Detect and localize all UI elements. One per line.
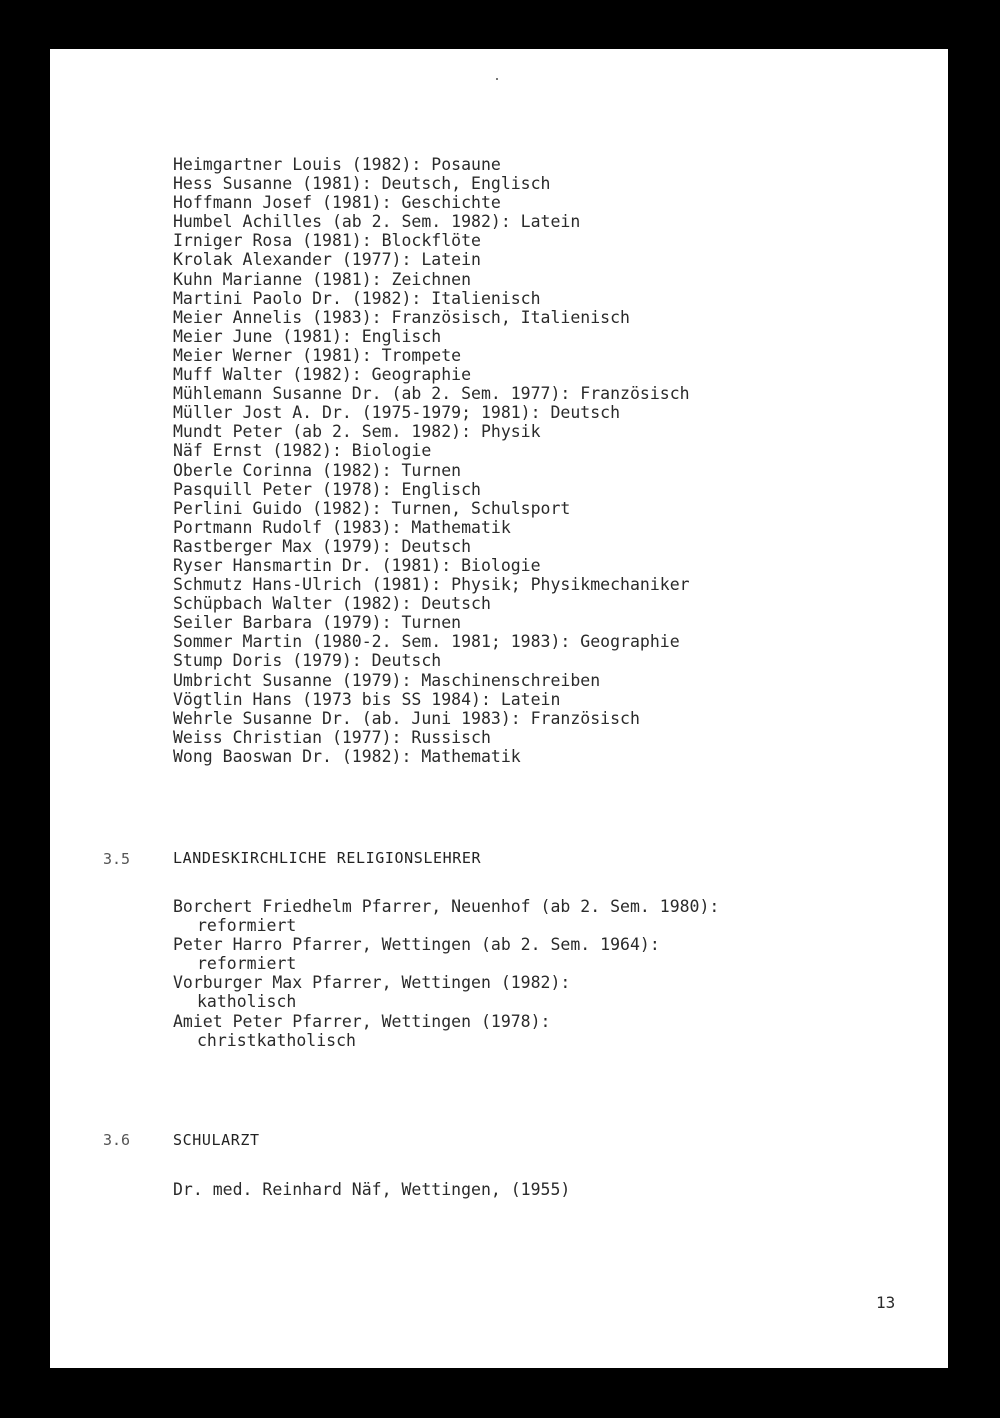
list-item: Meier June (1981): Englisch (173, 326, 442, 346)
list-item: Hess Susanne (1981): Deutsch, Englisch (173, 174, 551, 194)
list-item: Muff Walter (1982): Geographie (173, 365, 472, 385)
list-item: Pasquill Peter (1978): Englisch (173, 479, 481, 499)
document-page (50, 49, 948, 1368)
list-item (173, 1012, 719, 1050)
school-doctor-entry: Dr. med. Reinhard Näf, Wettingen, (1955) (173, 1180, 571, 1199)
list-item: Schmutz Hans-Ulrich (1981): Physik; Physikmechaniker (173, 575, 690, 595)
list-item: Weiss Christian (1977): Russisch (173, 727, 491, 747)
section-number-religion: 3.5 (103, 850, 131, 868)
list-item: Ryser Hansmartin Dr. (1981): Biologie (173, 555, 541, 575)
section-number-doctor: 3.6 (103, 1131, 131, 1149)
list-item: Heimgartner Louis (1982): Posaune (173, 155, 501, 174)
list-item: Mundt Peter (ab 2. Sem. 1982): Physik (173, 422, 541, 442)
list-item: Perlini Guido (1982): Turnen, Schulsport (173, 498, 571, 518)
list-item: Martini Paolo Dr. (1982): Italienisch (173, 288, 541, 308)
section-heading-doctor: SCHULARZT (173, 1131, 260, 1149)
list-item: Näf Ernst (1982): Biologie (173, 441, 432, 461)
list-item: Schüpbach Walter (1982): Deutsch (173, 594, 491, 614)
list-item: Mühlemann Susanne Dr. (ab 2. Sem. 1977): Französisch (173, 384, 690, 404)
speck (496, 78, 498, 80)
list-item: Meier Werner (1981): Trompete (173, 345, 462, 365)
list-item: Oberle Corinna (1982): Turnen (173, 460, 462, 480)
list-item: Humbel Achilles (ab 2. Sem. 1982): Latein (173, 212, 581, 232)
clergy-denomination: reformiert (197, 954, 297, 974)
list-item (173, 935, 719, 973)
list-item: Meier Annelis (1983): Französisch, Italienisch (173, 307, 630, 327)
section-heading-religion: LANDESKIRCHLICHE RELIGIONSLEHRER (173, 849, 482, 867)
teacher-list (173, 155, 690, 766)
list-item: Müller Jost A. Dr. (1975-1979; 1981): Deutsch (173, 403, 621, 423)
list-item: Seiler Barbara (1979): Turnen (173, 613, 462, 633)
list-item: Wong Baoswan Dr. (1982): Mathematik (173, 746, 521, 766)
list-item (173, 973, 719, 1011)
list-item: Sommer Martin (1980-2. Sem. 1981; 1983): Geographie (173, 632, 680, 652)
list-item: Umbricht Susanne (1979): Maschinenschreiben (173, 670, 601, 690)
clergy-list (173, 897, 719, 1050)
list-item: Rastberger Max (1979): Deutsch (173, 536, 472, 556)
clergy-name: Vorburger Max Pfarrer, Wettingen (1982): (173, 973, 571, 993)
clergy-name: Borchert Friedhelm Pfarrer, Neuenhof (ab 2. Sem. 1980): (173, 897, 720, 916)
list-item: Irniger Rosa (1981): Blockflöte (173, 231, 481, 251)
clergy-denomination: christkatholisch (197, 1030, 356, 1050)
list-item: Krolak Alexander (1977): Latein (173, 250, 481, 270)
list-item: Vögtlin Hans (1973 bis SS 1984): Latein (173, 689, 561, 709)
clergy-name: Amiet Peter Pfarrer, Wettingen (1978): (173, 1011, 551, 1031)
list-item: Stump Doris (1979): Deutsch (173, 651, 442, 671)
list-item: Kuhn Marianne (1981): Zeichnen (173, 269, 472, 289)
page-number: 13 (876, 1293, 896, 1312)
list-item: Hoffmann Josef (1981): Geschichte (173, 193, 501, 213)
list-item: Wehrle Susanne Dr. (ab. Juni 1983): Französisch (173, 708, 640, 728)
clergy-denomination: katholisch (197, 992, 297, 1012)
clergy-name: Peter Harro Pfarrer, Wettingen (ab 2. Sem. 1964): (173, 935, 660, 955)
list-item (173, 897, 719, 935)
list-item: Portmann Rudolf (1983): Mathematik (173, 517, 511, 537)
clergy-denomination: reformiert (197, 916, 297, 936)
